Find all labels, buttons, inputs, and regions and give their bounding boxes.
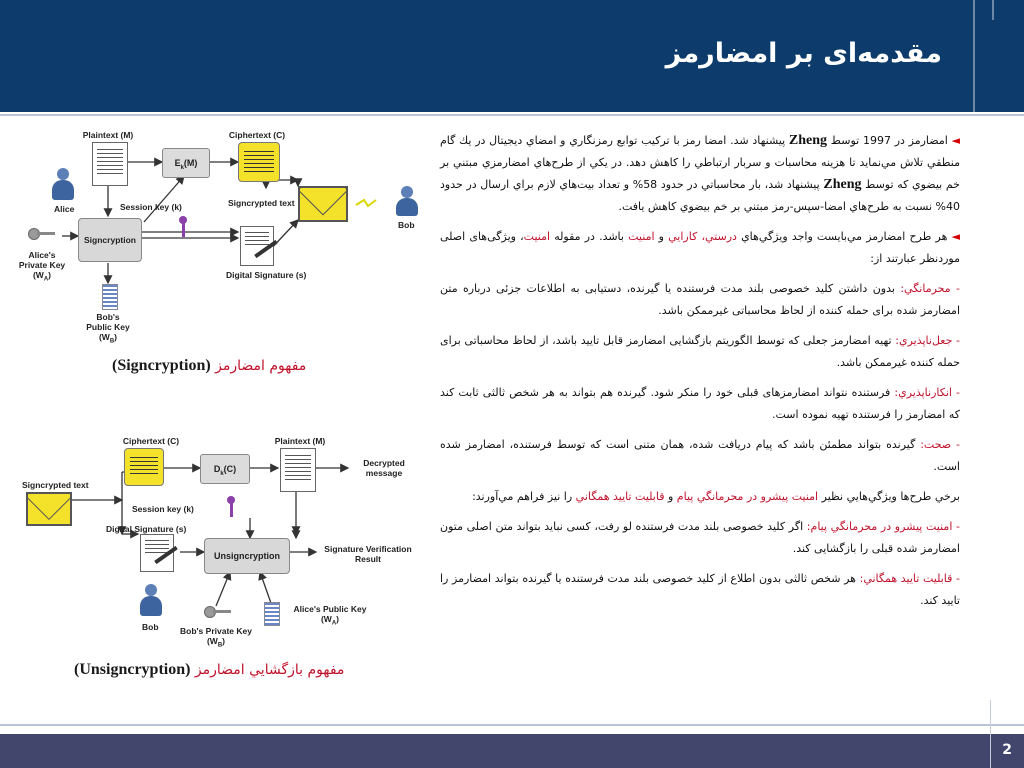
unsigncryption-diagram: [20, 434, 424, 648]
slide-title: مقدمه‌ای بر امضارمز: [665, 38, 942, 69]
bob-person-icon: [396, 186, 418, 218]
bullet-icon: ◄: [951, 230, 961, 243]
signcryption-diagram: [16, 128, 422, 344]
fig1-digital-signature-label: Digital Signature (s): [226, 270, 307, 280]
bob-private-key-icon: [204, 604, 234, 618]
fig2-plaintext-label: Plaintext (M): [274, 436, 326, 446]
unsigncryption-box: Unsigncryption: [204, 538, 290, 574]
alice-private-key-label: Alice's Private Key $(W_A)$: [18, 250, 66, 283]
item-forward-secrecy: - امنيت پيشرو در محرمانگي پيام: اگر كليد خصوصی بلند مدت فرستنده لو رفت، كسی نبايد بتواند متن اصلی متون امضارمز شده قبلی را بازگشايی كند.: [440, 520, 960, 555]
paragraph-properties: ◄ هر طرح امضارمز مي‌بايست واجد ويژگي‌هاي درستي، كارايي و امنيت باشد. در مقوله امنيت، ويژگی‌های اصلی موردنظر عبارتند از:: [440, 230, 961, 265]
fig2-session-key-icon: [224, 496, 238, 518]
alice-private-key-icon: [28, 226, 58, 240]
alice-person-icon: [52, 168, 74, 202]
alice-label: Alice: [54, 204, 75, 214]
alice-public-key-label: Alice's Public Key $(W_A)$: [293, 604, 367, 627]
fig1-signcrypted-text-label: Signcrypted text: [228, 198, 295, 208]
decrypted-message-label: Decrypted message: [363, 458, 405, 478]
item-integrity: - صحت: گيرنده بتواند مطمئن باشد كه پيام دريافت شده، همان متنی است كه توسط فرستنده، امضارمز شده است.: [440, 438, 960, 473]
fig2-digital-signature-label: Digital Signature (s): [106, 524, 187, 534]
fig2-bob-label: Bob: [142, 622, 159, 632]
ciphertext-icon: [238, 142, 280, 182]
fig2-ciphertext-label: Ciphertext (C): [122, 436, 180, 446]
item-public-verifiability: - قابليت تاييد همگاني: هر شخص ثالثی بدون اطلاع از كليد خصوصی بلند مدت فرستنده يا گيرنده بتواند امضارمز را تاييد كند.: [440, 572, 961, 607]
body-text: [440, 130, 960, 620]
header-divider-short: [992, 0, 994, 20]
fig1-plaintext-label: Plaintext (M): [82, 130, 134, 140]
item-non-repudiation: - انكارناپذيري: فرستنده نتواند امضارمزهای قبلی خود را منكر شود. گيرنده هم بتواند به هر شخص ثالثی ثابت كند كه امضارمز را فرستنده تهيه نموده است.: [440, 386, 960, 421]
bob-private-key-label: Bob's Private Key $(W_B)$: [180, 626, 252, 649]
bob-public-key-icon: [102, 284, 118, 310]
verification-result-label: Signature Verification Result: [324, 544, 412, 564]
session-key-icon: [176, 216, 190, 238]
signcryption-diagram-lines: [16, 128, 422, 344]
bob-label: Bob: [398, 220, 415, 230]
fig1-session-key-label: Session key (k): [120, 202, 182, 212]
alice-public-key-icon: [264, 602, 280, 626]
fig2-signcrypted-text-label: Signcrypted text: [22, 480, 89, 490]
fig2-plaintext-document-icon: [280, 448, 316, 492]
signcryption-caption: مفهوم امضارمز (Signcryption): [112, 357, 307, 374]
fig2-ciphertext-icon: [124, 448, 164, 486]
fig1-ciphertext-label: Ciphertext (C): [228, 130, 286, 140]
unsigncryption-caption: مفهوم بازگشايي امضارمز (Unsigncryption): [74, 661, 345, 678]
bullet-icon: ◄: [951, 134, 960, 147]
item-confidentiality: - محرمانگي: بدون داشتن كليد خصوصی بلند مدت فرستنده يا گيرنده، دستيابی به اطلاعات جزئی درباره متن امضارمز شده برای حمله كننده از لحاظ محاسباتی غيرممكن باشد.: [440, 282, 960, 317]
footer-divider: [990, 700, 991, 768]
paragraph-extra-features: برخي طرح‌ها ويژگي‌هايي نظير امنيت پيشرو در محرمانگي پيام و قابليت تاييد همگاني را نيز فراهم مي‌آورند:: [472, 490, 960, 503]
bob-public-key-label: Bob's Public Key $(W_B)$: [86, 312, 130, 345]
item-unforgeability: - جعل‌ناپذيري: تهيه امضارمز جعلی كه توسط الگوريتم بازگشايی امضارمز قابل تاييد باشد، از لحاظ محاسباتی برای حمله كننده غيرممكن باشد.: [440, 334, 960, 369]
plaintext-document-icon: [92, 142, 128, 186]
header-divider: [973, 0, 975, 112]
fig2-envelope-icon: [26, 492, 72, 526]
slide-footer: [0, 734, 1024, 768]
encrypt-box: $E_k(M)$: [162, 148, 210, 178]
envelope-icon: [298, 186, 348, 222]
fig2-bob-person-icon: [140, 584, 162, 618]
signcryption-box: Signcryption: [78, 218, 142, 262]
signature-document-icon: [240, 226, 274, 266]
fig2-session-key-label: Session key (k): [132, 504, 194, 514]
decrypt-box: $D_k(C)$: [200, 454, 250, 484]
page-number: 2: [1002, 742, 1012, 758]
footer-rule: [0, 724, 1024, 726]
paragraph-intro: ◄ امضارمز در 1997 توسط Zheng پيشنهاد شد. امضا رمز با تركيب توابع رمزنگاري و امضاي ديجيتال در يك گام منطقي تلاش مي‌نمايد تا هزينه محاسبات و سربار ارتباطي را كاهش دهد. در يكي از طرح‌هاي امضارمزي مبتني بر خم بيضوي كه توسط Zheng پيشنهاد شد، بار محاسباتي در حدود 58% و تعداد بيت‌هاي لازم براي ارسال در حدود 40% نسبت به طرح‌هاي امضا-سپس-رمز مبتني بر خم بيضوي كاهش يافت.: [440, 133, 960, 213]
fig2-signature-document-icon: [140, 534, 174, 572]
header-rule: [0, 114, 1024, 116]
